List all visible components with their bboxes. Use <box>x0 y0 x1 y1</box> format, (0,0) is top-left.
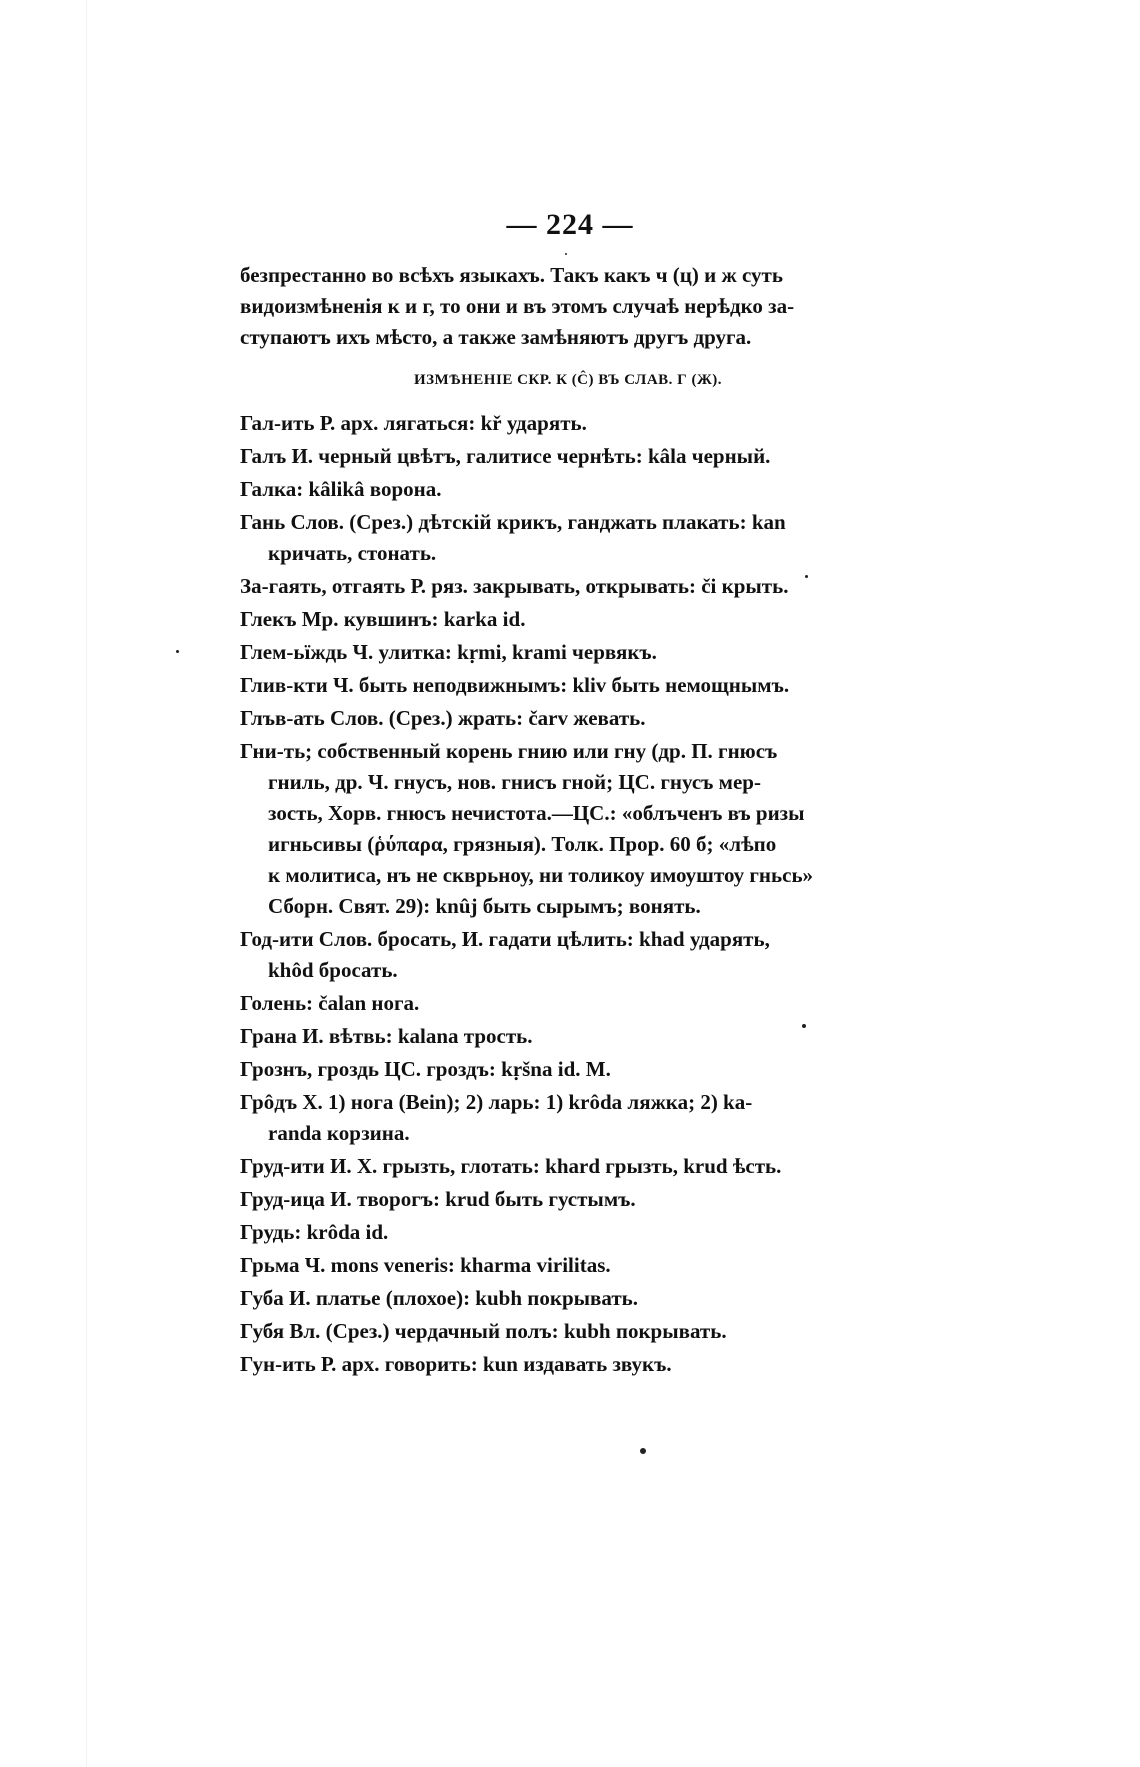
speck <box>802 1024 806 1028</box>
dictionary-entry <box>240 670 896 701</box>
dictionary-entry <box>240 1021 896 1052</box>
speck <box>640 1448 646 1454</box>
dictionary-entry <box>240 571 896 602</box>
entry-line: Глекъ Мр. кувшинъ: karka id. <box>240 607 526 631</box>
dictionary-entry <box>240 637 896 668</box>
dictionary-entry <box>240 507 896 569</box>
page-number: — 224 — <box>506 208 634 241</box>
dictionary-entry <box>240 1217 896 1248</box>
entry-line: Гань Слов. (Срез.) дѣтскій крикъ, ганджать плакать: kan <box>240 510 786 534</box>
dictionary-entry <box>240 988 896 1019</box>
dictionary-entry <box>240 1250 896 1281</box>
dictionary-entry <box>240 1283 896 1314</box>
speck <box>565 253 567 255</box>
intro-line: ступаютъ ихъ мѣсто, а также замѣняютъ другъ друга. <box>240 325 752 349</box>
dictionary-entry <box>240 1054 896 1085</box>
entry-continuation-line: randa корзина. <box>268 1121 410 1145</box>
entry-line: Грудь: krôda id. <box>240 1220 389 1244</box>
entry-line: Губа И. платье (плохое): kubh покрывать. <box>240 1286 639 1310</box>
entry-continuation-line: кричать, стонать. <box>268 541 437 565</box>
dictionary-entry <box>240 703 896 734</box>
entry-continuation-line: к молитиса, нъ не скврьноу, ни толикоу имоуштоу гньсь» <box>268 863 814 887</box>
dictionary-entry <box>240 1316 896 1347</box>
entry-line: Грознъ, гроздь ЦС. гроздъ: kṛšna id. М. <box>240 1057 611 1081</box>
entry-line: Груд-ица И. творогъ: krud быть густымъ. <box>240 1187 636 1211</box>
page-edge <box>86 0 87 1767</box>
dictionary-entry <box>240 1087 896 1149</box>
entry-line: Глем-ьїждь Ч. улитка: kṛmi, krami червякъ. <box>240 640 657 664</box>
entry-line: Губя Вл. (Срез.) чердачный полъ: kubh покрывать. <box>240 1319 727 1343</box>
dictionary-entry <box>240 924 896 986</box>
entry-line: За-гаять, отгаять Р. ряз. закрывать, открывать: či крыть. <box>240 574 789 598</box>
entry-line: Гал-ить Р. арх. лягаться: kř ударять. <box>240 411 587 435</box>
section-heading: ИЗМѢНЕНІЕ СКР. К (Ĉ) ВЪ СЛАВ. Г (Ж). <box>413 372 723 388</box>
entry-line: Глив-кти Ч. быть неподвижнымъ: kliv быть немощнымъ. <box>240 673 790 697</box>
dictionary-entry <box>240 408 896 439</box>
speck <box>176 650 179 653</box>
entry-line: Гни-ть; собственный корень гнию или гну (др. П. гнюсъ <box>240 739 778 763</box>
entry-line: Гун-ить Р. арх. говорить: kun издавать звукъ. <box>240 1352 672 1376</box>
entry-list <box>240 408 896 1380</box>
entry-line: Галъ И. черный цвѣтъ, галитисе чернѣть: kâla черный. <box>240 444 771 468</box>
entry-line: Грôдъ Х. 1) нога (Bein); 2) ларь: 1) krôda ляжка; 2) ka- <box>240 1090 753 1114</box>
entry-continuation-line: Сборн. Свят. 29): knûj быть сырымъ; вонять. <box>268 894 701 918</box>
entry-continuation-line: гниль, др. Ч. гнусъ, нов. гнисъ гной; ЦС. гнусъ мер- <box>268 770 761 794</box>
speck <box>805 575 808 578</box>
entry-line: Груд-ити И. Х. грызть, глотать: khard грызть, krud ѣсть. <box>240 1154 782 1178</box>
entry-line: Галка: kâlikâ ворона. <box>240 477 442 501</box>
intro-line: видоизмѣненія к и г, то они и въ этомъ случаѣ нерѣдко за- <box>240 294 795 318</box>
dictionary-entry <box>240 441 896 472</box>
entry-continuation-line: khôd бросать. <box>268 958 398 982</box>
dictionary-entry <box>240 604 896 635</box>
entry-continuation-line: зость, Хорв. гнюсъ нечистота.—ЦС.: «облъченъ въ ризы <box>268 801 805 825</box>
entry-line: Грьма Ч. mons veneris: kharma virilitas. <box>240 1253 611 1277</box>
dictionary-entry <box>240 736 896 922</box>
dictionary-entry <box>240 1151 896 1182</box>
entry-continuation-line: игньсивы (ῥύπαρα, грязныя). Толк. Прор. 60 б; «лѣпо <box>268 832 777 856</box>
entry-line: Год-ити Слов. бросать, И. гадати цѣлить: khad ударять, <box>240 927 770 951</box>
intro-line: безпрестанно во всѣхъ языкахъ. Такъ какъ ч (ц) и ж суть <box>240 263 783 287</box>
dictionary-entry <box>240 474 896 505</box>
entry-line: Грана И. вѣтвь: kalana трость. <box>240 1024 533 1048</box>
dictionary-entry <box>240 1184 896 1215</box>
entry-line: Глъв-ать Слов. (Срез.) жрать: čarv жевать. <box>240 706 646 730</box>
entry-line: Голень: čalan нога. <box>240 991 420 1015</box>
text-block <box>240 260 896 1382</box>
intro-paragraph <box>240 260 896 353</box>
dictionary-entry <box>240 1349 896 1380</box>
